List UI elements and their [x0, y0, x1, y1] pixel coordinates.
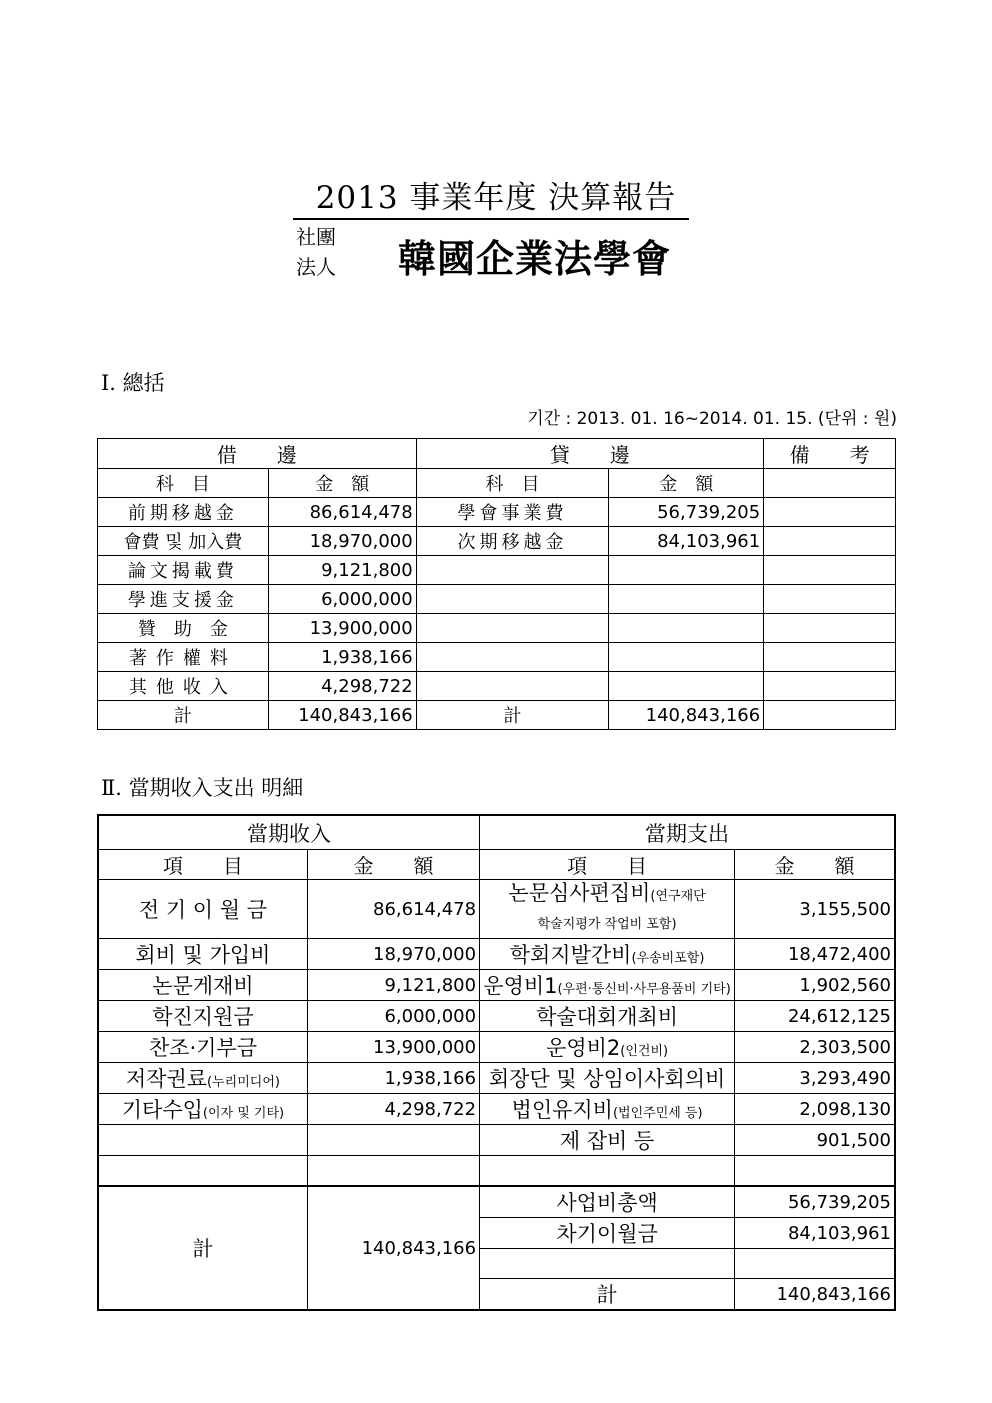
table-row: [98, 1001, 895, 1032]
table-row: [98, 939, 895, 970]
income-item-label: 기타수입: [121, 1098, 203, 1122]
note-cell: [764, 614, 896, 643]
detail-table: [97, 814, 896, 1311]
debit-subject: 會費 및 加入費: [98, 527, 269, 556]
org-type: [296, 222, 336, 282]
summary-table: [97, 438, 896, 730]
carryover-amount: 84,103,961: [735, 1218, 895, 1249]
table-row: [98, 1125, 895, 1156]
empty-cell: [416, 643, 609, 672]
income-item-header: 項 目: [98, 850, 307, 880]
table-row: [98, 498, 896, 527]
summary-header-row: [98, 439, 896, 469]
table-row: [98, 970, 895, 1001]
debit-total: 140,843,166: [268, 701, 416, 730]
income-amount: 6,000,000: [307, 1001, 479, 1032]
document-title: 2013 事業年度 決算報告: [315, 180, 677, 216]
credit-amount: 56,739,205: [609, 498, 764, 527]
expense-amount: 18,472,400: [735, 939, 895, 970]
expense-amount: 3,293,490: [735, 1063, 895, 1094]
income-amount: 1,938,166: [307, 1063, 479, 1094]
table-row: [98, 1156, 895, 1187]
empty-cell: [480, 1249, 735, 1279]
business-total-row: [98, 1186, 895, 1218]
income-item: [98, 1094, 307, 1125]
debit-subject: 其他收入: [98, 672, 269, 701]
debit-amount: 18,970,000: [268, 527, 416, 556]
empty-cell: [609, 614, 764, 643]
debit-subject: 贊 助 金: [98, 614, 269, 643]
empty-cell: [98, 1125, 307, 1156]
empty-cell: [609, 672, 764, 701]
income-item: 찬조·기부금: [98, 1032, 307, 1063]
income-item: 논문게재비: [98, 970, 307, 1001]
income-item: 회비 및 가입비: [98, 939, 307, 970]
income-item-note: (누리미디어): [207, 1075, 280, 1090]
table-row: [98, 1032, 895, 1063]
table-row: [98, 614, 896, 643]
credit-amount: 84,103,961: [609, 527, 764, 556]
expense-item: 학술대회개최비: [480, 1001, 735, 1032]
note-cell: [764, 643, 896, 672]
org-type-line1: 社團: [296, 225, 336, 249]
empty-cell: [416, 556, 609, 585]
expense-amount-header: 金 額: [735, 850, 895, 880]
expense-amount: 2,098,130: [735, 1094, 895, 1125]
section1-heading: Ⅰ. 總括: [101, 371, 165, 395]
empty-cell: [480, 1156, 735, 1187]
expense-amount: 1,902,560: [735, 970, 895, 1001]
debit-amount: 86,614,478: [268, 498, 416, 527]
debit-amount: 9,121,800: [268, 556, 416, 585]
table-row: [98, 880, 895, 939]
empty-cell: [416, 585, 609, 614]
debit-label: 借 邊: [98, 439, 417, 469]
note-cell: [764, 527, 896, 556]
summary-subheader-row: [98, 469, 896, 498]
debit-amount-header: 金 額: [268, 469, 416, 498]
credit-subject: 學會事業費: [416, 498, 609, 527]
debit-subject: 論文揭載費: [98, 556, 269, 585]
period-text: 기간 : 2013. 01. 16~2014. 01. 15. (단위 : 원): [527, 409, 897, 429]
org-name: 韓國企業法學會: [398, 236, 672, 281]
expense-amount: 901,500: [735, 1125, 895, 1156]
credit-subject: 次期移越金: [416, 527, 609, 556]
empty-cell: [98, 1156, 307, 1187]
debit-subject: 前期移越金: [98, 498, 269, 527]
debit-total-label: 計: [98, 701, 269, 730]
credit-subject-header: 科 目: [416, 469, 609, 498]
expense-item: [480, 970, 735, 1001]
income-amount-header: 金 額: [307, 850, 479, 880]
expense-item-note: (우편·통신비·사무용품비 기타): [557, 982, 731, 997]
expense-item: [480, 1032, 735, 1063]
credit-amount-header: 金 額: [609, 469, 764, 498]
expense-item: 제 잡비 등: [480, 1125, 735, 1156]
expense-item-note: (법인주민세 등): [612, 1106, 703, 1121]
expense-total-label: 計: [480, 1279, 735, 1311]
expense-total: 140,843,166: [735, 1279, 895, 1311]
debit-amount: 1,938,166: [268, 643, 416, 672]
table-row: [98, 672, 896, 701]
empty-cell: [735, 1156, 895, 1187]
note-cell: [764, 672, 896, 701]
expense-item: [480, 939, 735, 970]
expense-item-label: 운영비2: [546, 1036, 621, 1060]
empty-cell: [609, 556, 764, 585]
title-rule: [293, 218, 689, 220]
empty-cell: [609, 585, 764, 614]
expense-amount: 2,303,500: [735, 1032, 895, 1063]
expense-item-note: (인건비): [620, 1044, 669, 1059]
table-row: [98, 1063, 895, 1094]
credit-total: 140,843,166: [609, 701, 764, 730]
income-item-note: (이자 및 기타): [202, 1106, 285, 1121]
income-amount: 9,121,800: [307, 970, 479, 1001]
expense-item: [480, 1094, 735, 1125]
expense-item-label: 운영비1: [483, 974, 558, 998]
expense-label: 當期支出: [480, 815, 895, 850]
note-cell: [764, 585, 896, 614]
empty-cell: [609, 643, 764, 672]
table-row: [98, 643, 896, 672]
income-label: 當期收入: [98, 815, 480, 850]
summary-total-row: [98, 701, 896, 730]
note-cell: [764, 498, 896, 527]
income-total-label: 計: [98, 1186, 307, 1310]
table-row: [98, 585, 896, 614]
debit-subject: 學進支援金: [98, 585, 269, 614]
income-item-label: 저작권료: [125, 1067, 208, 1091]
note-cell: [764, 701, 896, 730]
business-total: 56,739,205: [735, 1186, 895, 1218]
expense-item-note: (우송비포함): [631, 951, 705, 966]
section2-heading: Ⅱ. 當期收入支出 明細: [101, 776, 304, 800]
empty-cell: [735, 1249, 895, 1279]
income-amount: 13,900,000: [307, 1032, 479, 1063]
income-amount: 4,298,722: [307, 1094, 479, 1125]
table-row: [98, 1094, 895, 1125]
empty-cell: [416, 614, 609, 643]
income-total: 140,843,166: [307, 1186, 479, 1310]
expense-item-label: 논문심사편집비: [508, 881, 651, 905]
debit-amount: 13,900,000: [268, 614, 416, 643]
note-cell: [764, 469, 896, 498]
expense-item: 회장단 및 상임이사회의비: [480, 1063, 735, 1094]
debit-amount: 6,000,000: [268, 585, 416, 614]
note-cell: [764, 556, 896, 585]
expense-item-note: (연구재단: [650, 889, 706, 904]
expense-amount: 24,612,125: [735, 1001, 895, 1032]
income-item: 학진지원금: [98, 1001, 307, 1032]
empty-cell: [307, 1125, 479, 1156]
business-total-label: 사업비총액: [480, 1186, 735, 1218]
note-label: 備 考: [764, 439, 896, 469]
expense-item-note2: 학술지평가 작업비 포함): [537, 917, 677, 932]
detail-header-row: [98, 815, 895, 850]
org-type-line2: 法人: [296, 255, 336, 279]
empty-cell: [307, 1156, 479, 1187]
expense-amount: 3,155,500: [735, 880, 895, 939]
expense-item-label: 학회지발간비: [509, 943, 632, 967]
carryover-label: 차기이월금: [480, 1218, 735, 1249]
expense-item-label: 법인유지비: [511, 1098, 613, 1122]
debit-subject-header: 科 目: [98, 469, 269, 498]
detail-subheader-row: [98, 850, 895, 880]
income-item: 전 기 이 월 금: [98, 880, 307, 939]
income-amount: 86,614,478: [307, 880, 479, 939]
credit-total-label: 計: [416, 701, 609, 730]
income-amount: 18,970,000: [307, 939, 479, 970]
credit-label: 貸 邊: [416, 439, 764, 469]
table-row: [98, 527, 896, 556]
expense-item-header: 項 目: [480, 850, 735, 880]
table-row: [98, 556, 896, 585]
empty-cell: [416, 672, 609, 701]
income-item: [98, 1063, 307, 1094]
expense-item: [480, 880, 735, 939]
debit-amount: 4,298,722: [268, 672, 416, 701]
debit-subject: 著作權料: [98, 643, 269, 672]
